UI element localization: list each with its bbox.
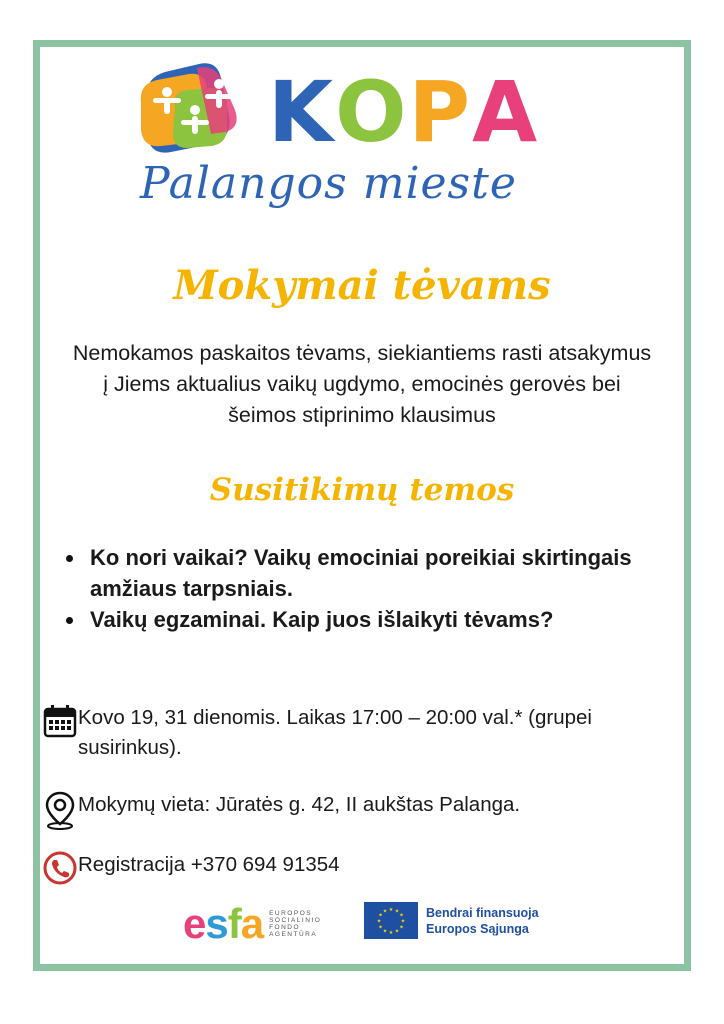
date-text: Kovo 19, 31 dienomis. Laikas 17:00 – 20:00 val.* (grupei susirinkus). — [78, 706, 592, 759]
topics-title: Susitikimų temos — [209, 472, 515, 508]
esfa-line: AGENTŪRA — [269, 931, 318, 938]
svg-text:★: ★ — [382, 908, 388, 915]
eu-flag-icon — [364, 902, 418, 939]
esfa-agency-name — [269, 910, 321, 938]
svg-text:★: ★ — [400, 918, 406, 925]
svg-text:★: ★ — [378, 912, 383, 919]
svg-text:★: ★ — [399, 924, 404, 931]
intro-text: Nemokamos paskaitos tėvams, siekiantiems rasti atsakymus į Jiems aktualius vaikų ugdymo, emocinės gerovės bei šeimos stiprinimo klausimus — [72, 341, 652, 427]
eu-cofunding-logo — [364, 902, 539, 939]
brand-letter: P — [408, 63, 473, 161]
svg-text:★: ★ — [394, 908, 400, 915]
eu-line: Europos Sąjunga — [426, 921, 529, 936]
page-title: Mokymai tėvams — [173, 262, 551, 309]
svg-text:★: ★ — [382, 928, 388, 935]
eu-line: Bendrai finansuoja — [426, 905, 539, 920]
svg-text:★: ★ — [388, 930, 394, 936]
calendar-icon — [42, 703, 78, 739]
brand-name — [268, 63, 540, 161]
brand-subtitle: Palangos mieste — [140, 158, 517, 209]
brand-letter: K — [268, 63, 336, 161]
esfa-line: EUROPOS — [269, 910, 313, 917]
brand-letter: A — [472, 63, 540, 161]
place-info — [42, 790, 662, 830]
date-info — [42, 703, 662, 763]
list-item: Vaikų egzaminai. Kaip juos išlaikyti tėvams? — [62, 604, 662, 635]
phone-icon — [42, 850, 78, 886]
esfa-line: SOCIALINIO — [269, 917, 322, 924]
svg-text:★: ★ — [388, 907, 394, 913]
list-item: Ko nori vaikai? Vaikų emociniai poreikiai skirtingais amžiaus tarpsniais. — [62, 542, 662, 604]
svg-text:★: ★ — [376, 918, 382, 925]
place-text: Mokymų vieta: Jūratės g. 42, II aukštas Palanga. — [78, 793, 521, 816]
phone-text: Registracija +370 694 91354 — [78, 853, 340, 876]
location-pin-icon — [42, 790, 78, 830]
kopa-logo-icon — [137, 58, 257, 158]
phone-info — [42, 850, 662, 886]
esfa-logo — [183, 900, 322, 947]
esfa-wordmark: esfa — [183, 900, 264, 947]
eu-text — [426, 905, 539, 937]
svg-text:★: ★ — [394, 928, 400, 935]
svg-text:★: ★ — [378, 924, 383, 931]
svg-text:★: ★ — [399, 912, 404, 919]
brand-letter: O — [335, 63, 409, 161]
topics-list — [62, 542, 662, 635]
esfa-line: FONDO — [269, 924, 301, 931]
